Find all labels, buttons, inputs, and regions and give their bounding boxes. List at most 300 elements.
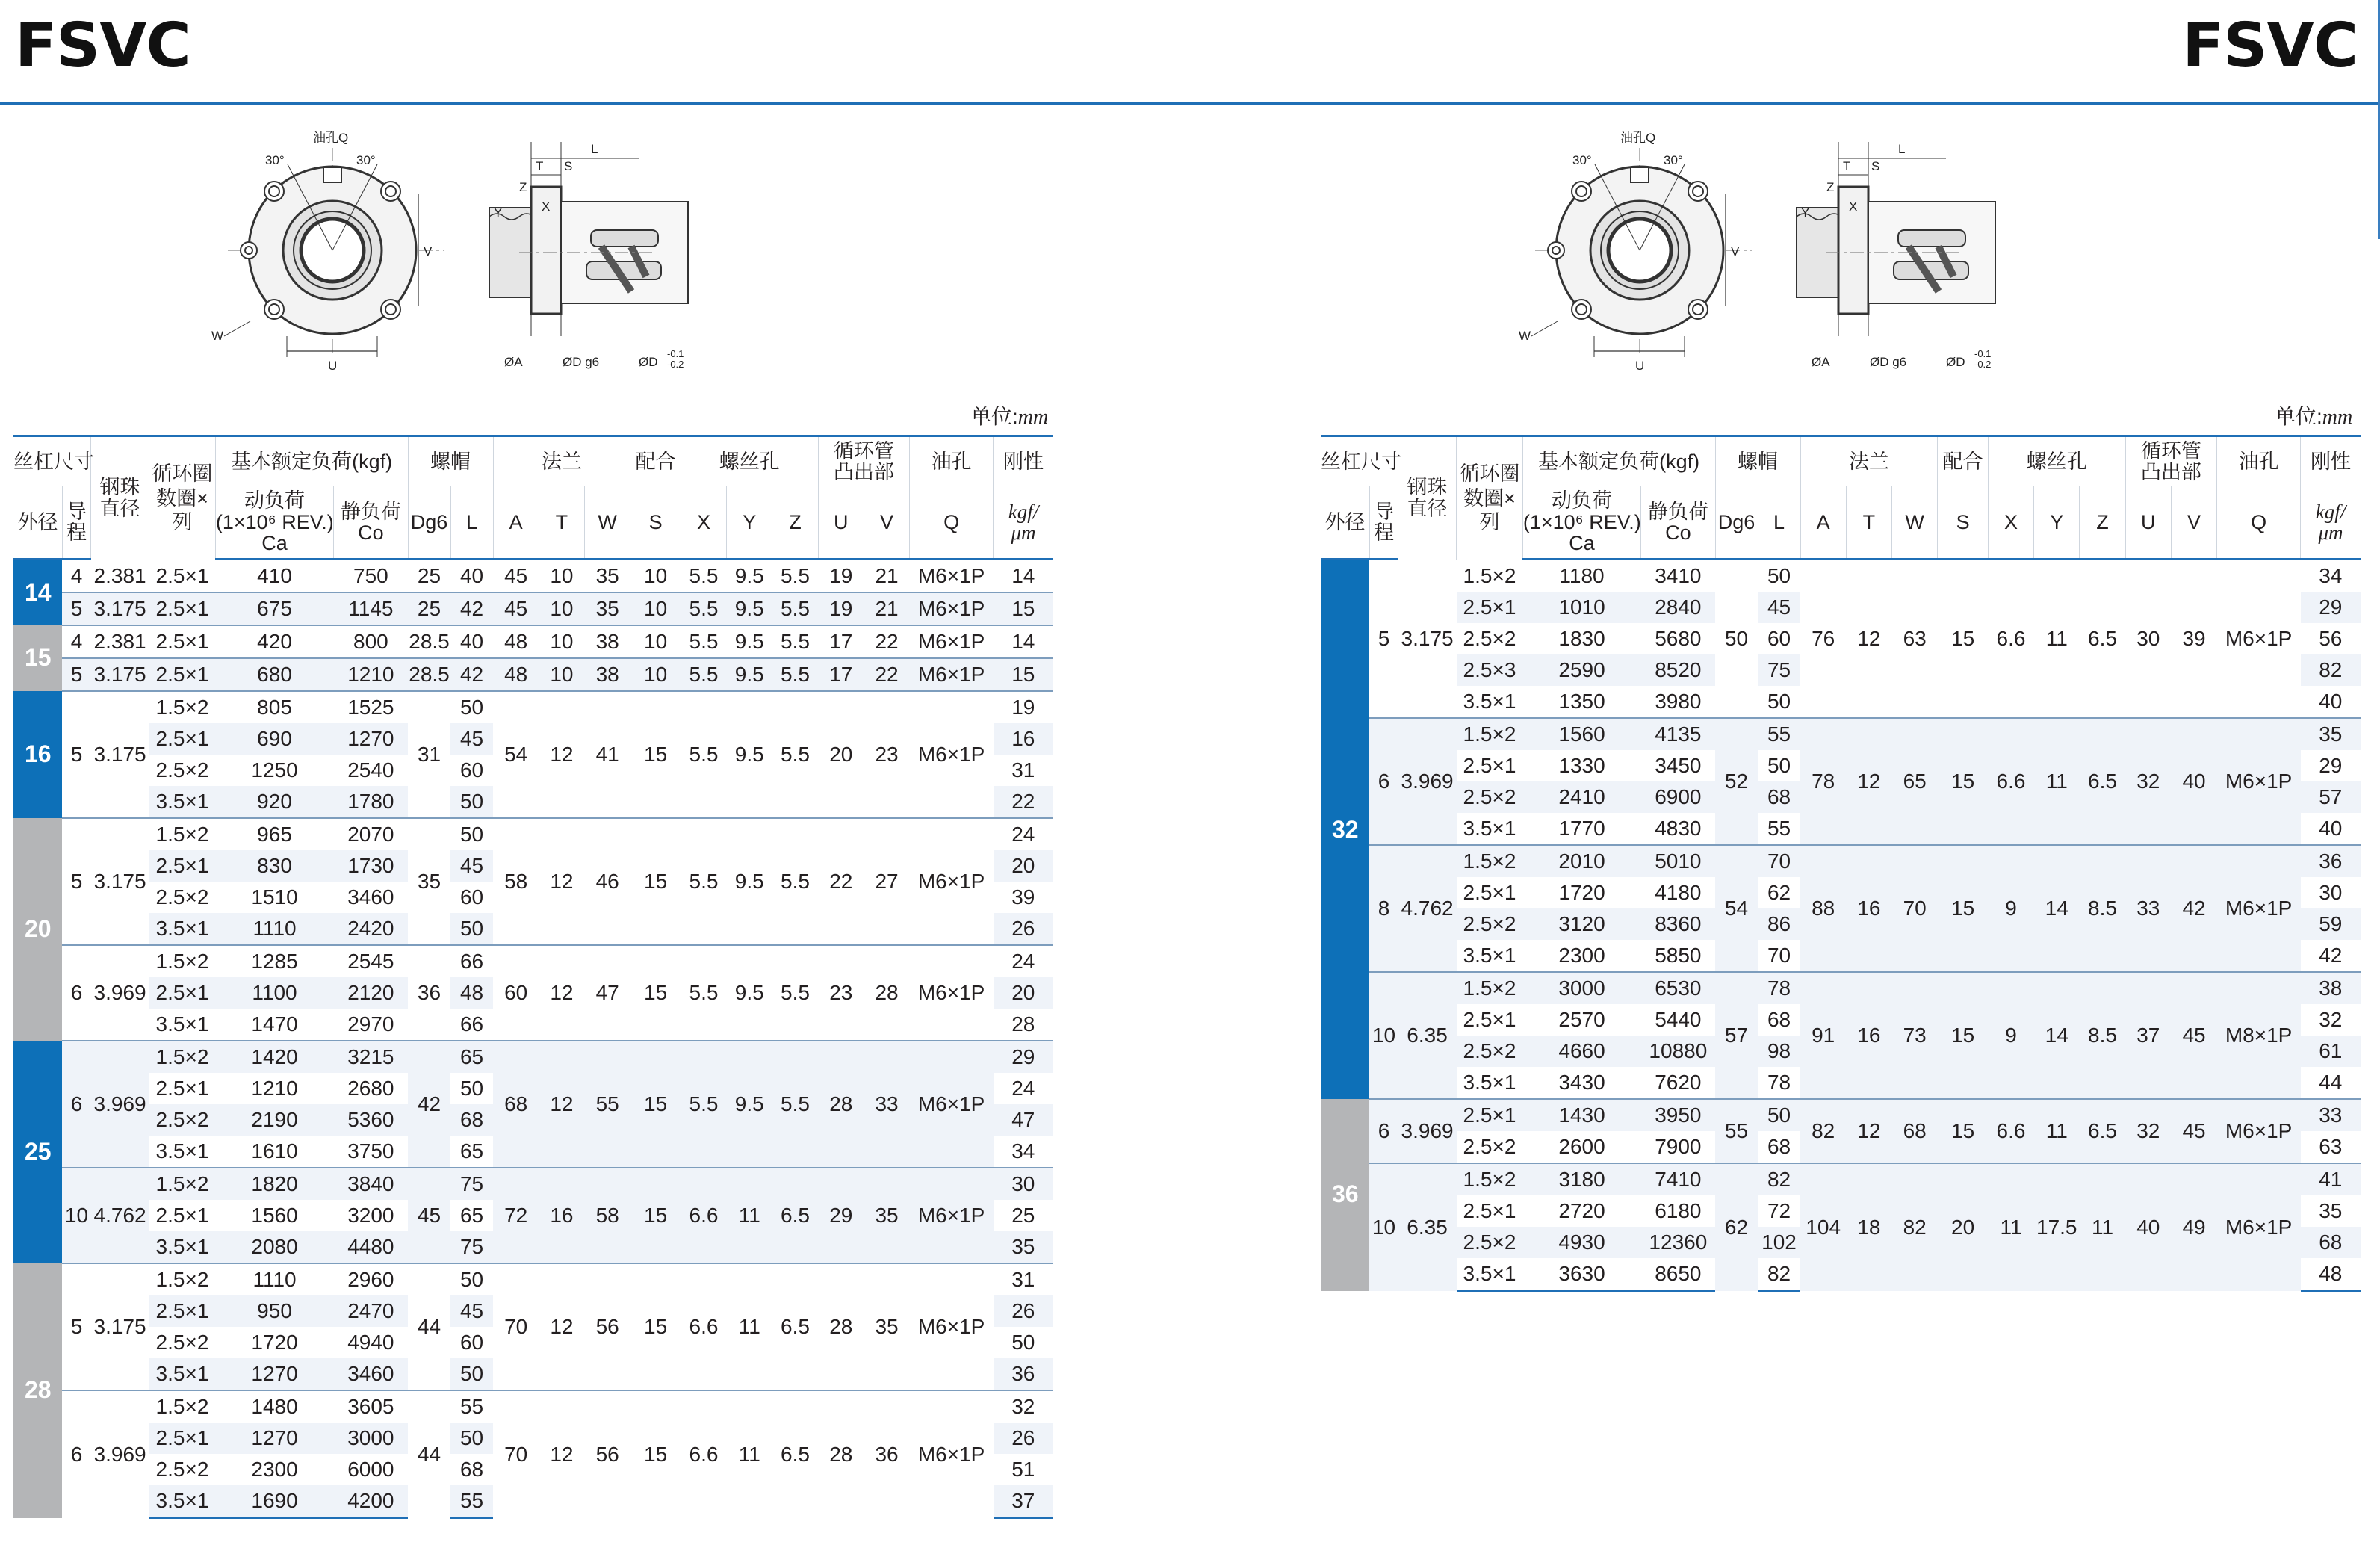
dg6-cell: 45 (408, 1168, 450, 1263)
dynamic-load-cell: 1770 (1558, 817, 1605, 841)
dg6-cell: 31 (408, 691, 450, 818)
hdr-static-load: 静负荷 Co (334, 486, 408, 560)
l-cell: 72 (1767, 1199, 1791, 1223)
y-cell: 11 (727, 1263, 772, 1390)
drawing-right (1423, 112, 1992, 407)
circuits-cell: 3.5×1 (1463, 1071, 1516, 1095)
l-cell: 68 (459, 1458, 484, 1482)
dynamic-load-cell: 1010 (1522, 592, 1640, 623)
static-load-cell: 3200 (347, 1204, 394, 1228)
rigidity-cell: 39 (1011, 885, 1035, 909)
x-cell: 9 (1988, 972, 2033, 1099)
u-cell: 19 (818, 592, 864, 625)
w-cell: 63 (1903, 627, 1927, 651)
l-dim-label: L (591, 142, 598, 156)
w-dim-label: W (211, 329, 224, 343)
circuits-cell: 2.5×2 (1457, 1227, 1523, 1258)
q-cell: M6×1P (910, 1168, 994, 1263)
hdr-z: Z (772, 486, 818, 560)
outer-dia-cell: 25 (13, 1041, 62, 1263)
hdr-lead: 导程 (1369, 486, 1398, 560)
rigidity-cell: 35 (994, 1231, 1053, 1263)
u-dim-label: U (328, 359, 338, 373)
t-cell: 16 (1846, 845, 1891, 972)
dg6-cell: 55 (1715, 1099, 1758, 1163)
lead-cell: 5 (62, 1263, 90, 1390)
rigidity-cell: 31 (1011, 758, 1035, 782)
spec-table-right (1321, 435, 2361, 1292)
v-cell: 40 (2171, 718, 2216, 845)
y-cell: 9.5 (727, 625, 772, 658)
dynamic-load-cell: 3000 (1522, 972, 1640, 1004)
hdr-od: 外径 (1321, 486, 1369, 560)
static-load-cell: 8650 (1641, 1258, 1715, 1291)
dynamic-load-cell: 690 (215, 723, 333, 755)
circuits-cell: 3.5×1 (1463, 690, 1516, 713)
dynamic-load-cell: 2590 (1522, 654, 1640, 686)
v-cell: 45 (2171, 1099, 2216, 1163)
rigidity-cell: 38 (2301, 972, 2361, 1004)
l-cell: 60 (459, 885, 484, 909)
hdr-rigidity: 刚性 (2301, 436, 2361, 487)
z-cell: 5.5 (781, 564, 810, 588)
rigidity-cell: 19 (994, 691, 1053, 723)
spec-table-body (13, 560, 1053, 1518)
static-load-cell: 6180 (1655, 1199, 1702, 1223)
static-load-cell: 7900 (1655, 1135, 1702, 1159)
static-load-cell: 4200 (334, 1485, 408, 1518)
rigidity-cell: 24 (994, 945, 1053, 977)
dg6-cell: 25 (417, 564, 441, 588)
w-cell: 82 (1892, 1163, 1938, 1291)
s-dim-label: S (564, 159, 573, 173)
l-cell: 55 (1758, 718, 1800, 750)
l-cell: 65 (459, 1204, 484, 1228)
circuits-cell: 1.5×2 (1457, 845, 1523, 877)
rigidity-cell: 42 (2319, 944, 2343, 968)
dynamic-load-cell: 805 (215, 691, 333, 723)
w-cell: 73 (1892, 972, 1938, 1099)
l-cell: 75 (1758, 654, 1800, 686)
lead-cell: 6 (1369, 718, 1398, 845)
dynamic-load-cell: 1110 (215, 1263, 333, 1295)
y-cell: 9.5 (727, 691, 772, 818)
dynamic-load-cell: 1470 (251, 1012, 298, 1036)
x-cell: 5.5 (681, 658, 726, 691)
front-view (224, 148, 444, 357)
lead-cell: 4 (70, 564, 83, 588)
l-cell: 50 (450, 786, 493, 818)
rigidity-cell: 40 (2319, 817, 2343, 841)
static-load-cell: 1270 (334, 723, 408, 755)
table-row (13, 592, 1053, 625)
u-cell: 17 (818, 658, 864, 691)
dynamic-load-cell: 1330 (1558, 754, 1605, 778)
static-load-cell: 6530 (1641, 972, 1715, 1004)
static-load-cell: 3460 (334, 1358, 408, 1390)
l-cell: 86 (1758, 908, 1800, 940)
hdr-a: A (493, 486, 539, 560)
spec-table-left (13, 435, 1053, 1519)
z-cell: 5.5 (772, 625, 818, 658)
tolerance-upper: -0.1 (1974, 348, 1992, 359)
q-cell: M6×1P (2217, 718, 2301, 845)
s-cell: 15 (630, 691, 681, 818)
rigidity-cell: 34 (2319, 564, 2343, 588)
lead-cell: 5 (62, 658, 90, 691)
dynamic-load-cell: 675 (215, 592, 333, 625)
y-cell: 14 (2034, 845, 2080, 972)
a-cell: 78 (1800, 718, 1846, 845)
hdr-t: T (1846, 486, 1891, 560)
ball-dia-cell: 6.35 (1398, 972, 1456, 1099)
dynamic-load-cell: 1720 (1558, 881, 1605, 905)
static-load-cell: 2420 (334, 913, 408, 945)
lead-cell: 5 (62, 592, 90, 625)
static-load-cell: 2470 (334, 1295, 408, 1327)
z-cell: 8.5 (2080, 972, 2125, 1099)
v-cell: 35 (864, 1263, 909, 1390)
rigidity-cell: 15 (994, 592, 1053, 625)
ball-dia-cell: 3.175 (90, 1263, 149, 1390)
rigidity-cell: 37 (994, 1485, 1053, 1518)
outer-dia-cell: 20 (13, 818, 62, 1041)
a-cell: 45 (504, 564, 528, 588)
l-cell: 50 (450, 818, 493, 850)
front-view (1531, 148, 1752, 357)
l-cell: 60 (459, 1331, 484, 1355)
table-row (13, 945, 1053, 977)
y-cell: 9.5 (727, 1041, 772, 1168)
rigidity-cell: 14 (994, 625, 1053, 658)
y-cell: 17.5 (2034, 1163, 2080, 1291)
circuits-cell: 3.5×1 (149, 786, 216, 818)
static-load-cell: 6000 (347, 1458, 394, 1482)
hdr-dg6: Dg6 (408, 486, 450, 560)
l-cell: 50 (1767, 564, 1791, 588)
rigidity-cell: 35 (2301, 718, 2361, 750)
circuits-cell: 1.5×2 (149, 691, 216, 723)
hdr-load-rating: 基本额定负荷(kgf) (1522, 436, 1715, 487)
hdr-s: S (1938, 486, 1989, 560)
circuits-cell: 3.5×1 (149, 1485, 216, 1518)
dynamic-load-cell: 1510 (251, 885, 298, 909)
rigidity-cell: 26 (994, 913, 1053, 945)
static-load-cell: 3840 (334, 1168, 408, 1200)
circuits-cell: 2.5×3 (1457, 654, 1523, 686)
dynamic-load-cell: 410 (257, 564, 292, 588)
hdr-w: W (1892, 486, 1938, 560)
angle-right-label: 30° (356, 153, 376, 167)
circuits-cell: 2.5×1 (155, 563, 209, 587)
w-cell: 70 (1892, 845, 1938, 972)
hdr-bolt-hole: 螺丝孔 (681, 436, 818, 487)
t-cell: 10 (539, 625, 584, 658)
rigidity-cell: 40 (2319, 690, 2343, 713)
s-cell: 10 (644, 564, 668, 588)
x-dim-label: X (542, 199, 551, 214)
u-cell: 32 (2125, 718, 2171, 845)
dg6-cell: 36 (408, 945, 450, 1041)
rigidity-cell: 24 (1011, 1077, 1035, 1101)
u-cell: 19 (829, 564, 853, 588)
q-cell: M6×1P (910, 945, 994, 1041)
ball-dia-cell: 3.175 (90, 691, 149, 818)
l-cell: 50 (459, 1077, 484, 1101)
circuits-cell: 2.5×1 (1457, 592, 1523, 623)
hdr-dynamic-load: 动负荷 (1×10⁶ REV.) Ca (215, 486, 333, 560)
dynamic-load-cell: 2720 (1558, 1199, 1605, 1223)
static-load-cell: 2545 (334, 945, 408, 977)
dg6-cell: 25 (408, 592, 450, 625)
circuits-cell: 1.5×2 (149, 1041, 216, 1073)
ball-dia-cell: 3.969 (1398, 1099, 1456, 1163)
y-cell: 11 (2034, 718, 2080, 845)
table-row (13, 818, 1053, 850)
circuits-cell: 2.5×2 (149, 1104, 216, 1136)
hdr-oil-hole: 油孔 (910, 436, 994, 487)
circuits-cell: 1.5×2 (149, 818, 216, 850)
v-cell: 45 (2171, 972, 2216, 1099)
w-cell: 56 (585, 1263, 630, 1390)
static-load-cell: 2070 (334, 818, 408, 850)
circuits-cell: 3.5×1 (1457, 1258, 1523, 1291)
y-cell: 9.5 (727, 945, 772, 1041)
static-load-cell: 3215 (334, 1041, 408, 1073)
static-load-cell: 6900 (1641, 781, 1715, 813)
q-cell: M6×1P (2217, 1099, 2301, 1163)
circuits-cell: 2.5×1 (1463, 754, 1516, 778)
hdr-circuits: 循环圈数圈×列 (1457, 436, 1523, 560)
u-cell: 30 (2136, 627, 2160, 651)
static-load-cell: 3980 (1655, 690, 1702, 713)
ball-dia-cell: 3.969 (90, 1390, 149, 1518)
hdr-t: T (539, 486, 584, 560)
t-cell: 12 (1857, 627, 1881, 651)
hdr-y: Y (727, 486, 772, 560)
ball-dia-cell: 3.175 (90, 658, 149, 691)
dg6-cell: 35 (408, 818, 450, 945)
angle-right-label: 30° (1664, 153, 1683, 167)
hdr-dynamic-load: 动负荷 (1×10⁶ REV.) Ca (1522, 486, 1640, 560)
rigidity-cell: 63 (2319, 1135, 2343, 1159)
rigidity-cell: 32 (2319, 1008, 2343, 1032)
t-cell: 12 (539, 945, 584, 1041)
hdr-y: Y (2034, 486, 2080, 560)
y-cell: 9.5 (727, 592, 772, 625)
static-load-cell: 4480 (334, 1231, 408, 1263)
hdr-od: 外径 (13, 486, 62, 560)
hdr-lead: 导程 (62, 486, 90, 560)
u-cell: 23 (818, 945, 864, 1041)
dynamic-load-cell: 1270 (215, 1358, 333, 1390)
l-cell: 65 (459, 1139, 484, 1163)
l-cell: 50 (450, 1263, 493, 1295)
circuits-cell: 1.5×2 (1457, 718, 1523, 750)
u-cell: 28 (818, 1390, 864, 1518)
x-cell: 5.5 (689, 564, 719, 588)
q-cell: M6×1P (910, 1263, 994, 1390)
circuits-cell: 2.5×1 (149, 592, 216, 625)
dynamic-load-cell: 2080 (215, 1231, 333, 1263)
rigidity-cell: 47 (994, 1104, 1053, 1136)
dynamic-load-cell: 2570 (1558, 1008, 1605, 1032)
table-row (13, 1041, 1053, 1073)
static-load-cell: 3950 (1641, 1099, 1715, 1131)
l-cell: 82 (1758, 1258, 1800, 1291)
lead-cell: 6 (62, 1390, 90, 1518)
dg6-cell: 42 (408, 1041, 450, 1168)
t-cell: 12 (539, 1263, 584, 1390)
dynamic-load-cell: 1480 (215, 1390, 333, 1423)
circuits-cell: 2.5×1 (1463, 1008, 1516, 1032)
z-cell: 8.5 (2080, 845, 2125, 972)
x-cell: 5.5 (681, 625, 726, 658)
dynamic-load-cell: 965 (215, 818, 333, 850)
l-cell: 68 (450, 1104, 493, 1136)
circuits-cell: 2.5×2 (1457, 908, 1523, 940)
tolerance-upper: -0.1 (667, 348, 684, 359)
circuits-cell: 2.5×1 (149, 658, 216, 691)
rigidity-cell: 26 (994, 1295, 1053, 1327)
circuits-cell: 2.5×1 (1463, 881, 1516, 905)
static-load-cell: 2120 (334, 977, 408, 1009)
outer-dia-cell: 14 (13, 560, 62, 626)
circuits-cell: 1.5×2 (1457, 972, 1523, 1004)
rigidity-cell: 28 (1011, 1012, 1035, 1036)
rigidity-cell: 26 (994, 1423, 1053, 1454)
table-row (13, 560, 1053, 593)
v-cell: 22 (864, 658, 909, 691)
y-cell: 14 (2034, 972, 2080, 1099)
circuits-cell: 2.5×1 (149, 1295, 216, 1327)
t-cell: 10 (550, 564, 574, 588)
t-cell: 10 (539, 658, 584, 691)
s-cell: 15 (630, 1390, 681, 1518)
dynamic-load-cell: 2300 (1558, 944, 1605, 968)
static-load-cell: 3750 (347, 1139, 394, 1163)
phi-d-g6-label: ØD g6 (1870, 355, 1907, 369)
q-cell: M6×1P (910, 625, 994, 658)
dynamic-load-cell: 3180 (1522, 1163, 1640, 1195)
page-title-right: FSVC (2182, 10, 2358, 81)
header-rule (0, 102, 2380, 105)
dynamic-load-cell: 1350 (1558, 690, 1605, 713)
page-title-left: FSVC (15, 10, 190, 81)
static-load-cell: 7620 (1655, 1071, 1702, 1095)
rigidity-cell: 14 (1011, 564, 1035, 588)
static-load-cell: 5850 (1655, 944, 1702, 968)
u-cell: 40 (2125, 1163, 2171, 1291)
table-row (13, 691, 1053, 723)
s-cell: 15 (630, 1168, 681, 1263)
ball-nut-drawing (1423, 112, 1992, 403)
l-cell: 82 (1758, 1163, 1800, 1195)
rigidity-cell: 25 (1011, 1204, 1035, 1228)
circuits-cell: 1.5×2 (149, 1390, 216, 1423)
v-cell: 22 (864, 625, 909, 658)
lead-cell: 10 (1369, 972, 1398, 1099)
l-cell: 78 (1767, 1071, 1791, 1095)
y-cell: 11 (727, 1390, 772, 1518)
s-cell: 15 (630, 1041, 681, 1168)
x-cell: 9 (1988, 845, 2033, 972)
rigidity-cell: 68 (2301, 1227, 2361, 1258)
dynamic-load-cell: 1420 (215, 1041, 333, 1073)
circuits-cell: 2.5×2 (155, 885, 209, 909)
phi-a-label: ØA (1812, 355, 1830, 369)
static-load-cell: 2840 (1641, 592, 1715, 623)
s-dim-label: S (1871, 159, 1880, 173)
z-cell: 6.5 (772, 1390, 818, 1518)
ball-dia-cell: 2.381 (93, 563, 146, 587)
static-load-cell: 3460 (347, 885, 394, 909)
hdr-ball-dia: 钢珠直径 (1398, 436, 1456, 560)
hdr-a: A (1800, 486, 1846, 560)
a-cell: 76 (1812, 627, 1835, 651)
v-cell: 33 (864, 1041, 909, 1168)
dynamic-load-cell: 950 (215, 1295, 333, 1327)
rigidity-cell: 57 (2301, 781, 2361, 813)
t-cell: 16 (1846, 972, 1891, 1099)
circuits-cell: 2.5×1 (149, 1423, 216, 1454)
hdr-fit: 配合 (1938, 436, 1989, 487)
hdr-s: S (630, 486, 681, 560)
static-load-cell: 800 (334, 625, 408, 658)
circuits-cell: 2.5×1 (149, 723, 216, 755)
spec-table-header (13, 436, 1053, 560)
circuits-cell: 1.5×2 (1463, 563, 1516, 587)
w-cell: 56 (585, 1390, 630, 1518)
v-cell: 39 (2182, 627, 2206, 651)
rigidity-cell: 24 (994, 818, 1053, 850)
ball-dia-cell: 3.175 (90, 592, 149, 625)
dynamic-load-cell: 1720 (251, 1331, 298, 1355)
l-cell: 50 (450, 1358, 493, 1390)
hdr-dg6: Dg6 (1715, 486, 1758, 560)
hdr-load-rating: 基本额定负荷(kgf) (215, 436, 408, 487)
rigidity-cell: 41 (2301, 1163, 2361, 1195)
l-cell: 62 (1767, 881, 1791, 905)
hdr-nut: 螺帽 (408, 436, 493, 487)
dg6-cell: 50 (1724, 627, 1749, 651)
hdr-q: Q (2217, 486, 2301, 560)
w-cell: 55 (585, 1041, 630, 1168)
t-cell: 10 (539, 592, 584, 625)
a-cell: 88 (1800, 845, 1846, 972)
l-cell: 40 (450, 625, 493, 658)
rigidity-cell: 30 (2319, 881, 2343, 905)
q-cell: M6×1P (910, 1390, 994, 1518)
dynamic-load-cell: 2600 (1558, 1135, 1605, 1159)
hdr-rigidity-unit: kgf/ μm (994, 486, 1053, 560)
table-row (13, 1390, 1053, 1423)
dg6-cell: 57 (1715, 972, 1758, 1099)
lead-cell: 8 (1369, 845, 1398, 972)
dg6-cell: 44 (408, 1263, 450, 1390)
u-cell: 33 (2125, 845, 2171, 972)
static-load-cell: 1730 (334, 850, 408, 882)
q-cell: M6×1P (910, 818, 994, 945)
q-cell: M6×1P (910, 592, 994, 625)
rigidity-cell: 50 (1011, 1331, 1035, 1355)
hdr-x: X (1988, 486, 2033, 560)
dynamic-load-cell: 420 (215, 625, 333, 658)
static-load-cell: 1525 (334, 691, 408, 723)
t-dim-label: T (536, 159, 544, 173)
w-cell: 38 (585, 658, 630, 691)
rigidity-cell: 29 (994, 1041, 1053, 1073)
